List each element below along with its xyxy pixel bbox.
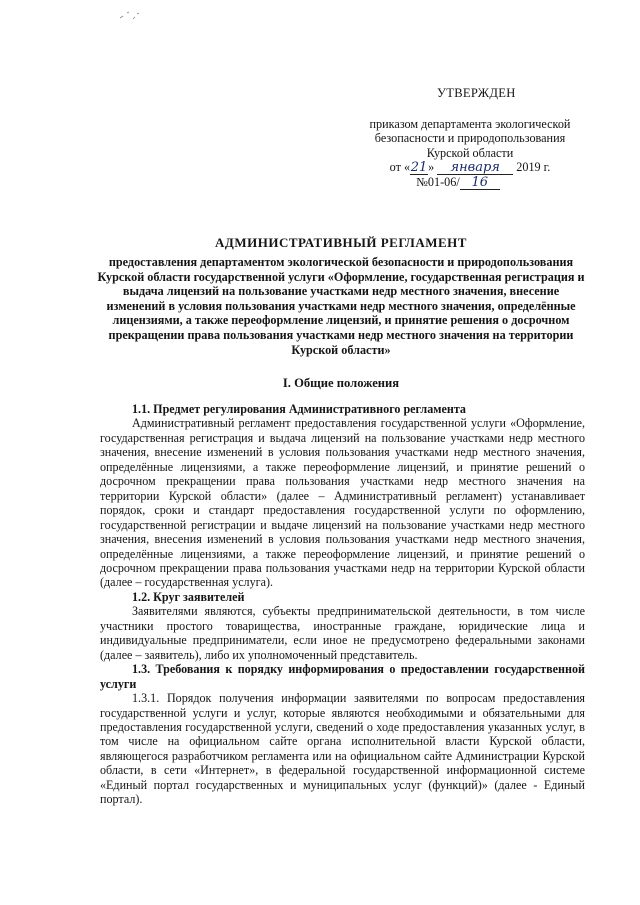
number-handwritten: 16 [460,177,500,190]
approved-heading: УТВЕРЖДЕН [437,86,516,100]
paragraph-1-1: Административный регламент предоставления государственной услуги «Оформление, государственная регистрация и выдача лицензий на пользование участками недр местного значения, внесение изменений в условия пользования участками недр местного значения, определённые лицензиями, а также переоформление лицензий, и принятие решений о досрочном прекращении права пользования участками недр местного значения на территории Курской области» (далее – Административный регламент) устанавливает порядок, сроки и стандарт предоставления государственной услуги по оформлению, государственной регистрации и выдаче лицензий на пользование участками недр местного значения, внесения изменений в условия пользования участками недр местного значения, определённые лицензиями, а также переоформление лицензий, и принятие решений о досрочном прекращении права пользования участками недр на территории Курской области (далее – государственная услуга). [100,416,585,590]
document-subtitle: предоставления департаментом экологической безопасности и природопользования Курской области государственной услуги «Оформление, государственная регистрация и выдача лицензий на пользование участками недр местного значения, внесение изменений в условия пользования участками недр местного значения, определённые лицензиями, а также переоформление лицензий, и принятие решения о досрочном прекращении права пользования участками недр местного значения на территории Курской области» [97,255,585,357]
date-prefix: от « [389,159,411,174]
approval-block [345,86,595,190]
approval-line-1: приказом департамента экологической [369,117,571,132]
subsection-1-1-heading: 1.1. Предмет регулирования Административного регламента [132,402,466,416]
number-prefix: №01-06/ [416,174,460,189]
approval-line-3: Курской области [426,145,514,160]
date-day-handwritten: 21 [410,159,428,175]
date-month-handwritten: января [437,162,513,175]
scan-artifact-marks [118,10,140,24]
approval-number-row [345,175,595,190]
approval-line-2: безопасности и природопользования [374,131,566,146]
date-year: 2019 г. [516,159,551,174]
document-title-block [96,235,586,357]
section-1-body [100,402,585,807]
paragraph-1-3-1: 1.3.1. Порядок получения информации заявителями по вопросам предоставления государственной услуги и услуг, которые являются необходимыми и обязательными для предоставления государственной услуги, сведений о ходе предоставления указанных услуг, в том числе на официальном сайте органа исполнительной власти Курской области, являющегося разработчиком регламента или на официальном сайте Администрации Курской области, в сети «Интернет», в федеральной государственной информационной системе «Единый портал государственных и муниципальных услуг (функций)» (далее - Единый портал). [100,691,585,807]
paragraph-1-2: Заявителями являются, субъекты предпринимательской деятельности, в том числе участники простого товарищества, иностранные граждане, юридические лица и индивидуальные предприниматели, если иное не предусмотрено федеральными законами (далее – заявитель), либо их уполномоченный представитель. [100,604,585,662]
date-mid: » [428,159,435,174]
document-title: АДМИНИСТРАТИВНЫЙ РЕГЛАМЕНТ [215,235,467,250]
section-1-title: I. Общие положения [282,376,400,390]
subsection-1-3-heading: 1.3. Требования к порядку информирования о предоставлении государственной услуги [100,662,585,691]
approval-date-row [345,160,595,175]
subsection-1-2-heading: 1.2. Круг заявителей [132,589,245,604]
